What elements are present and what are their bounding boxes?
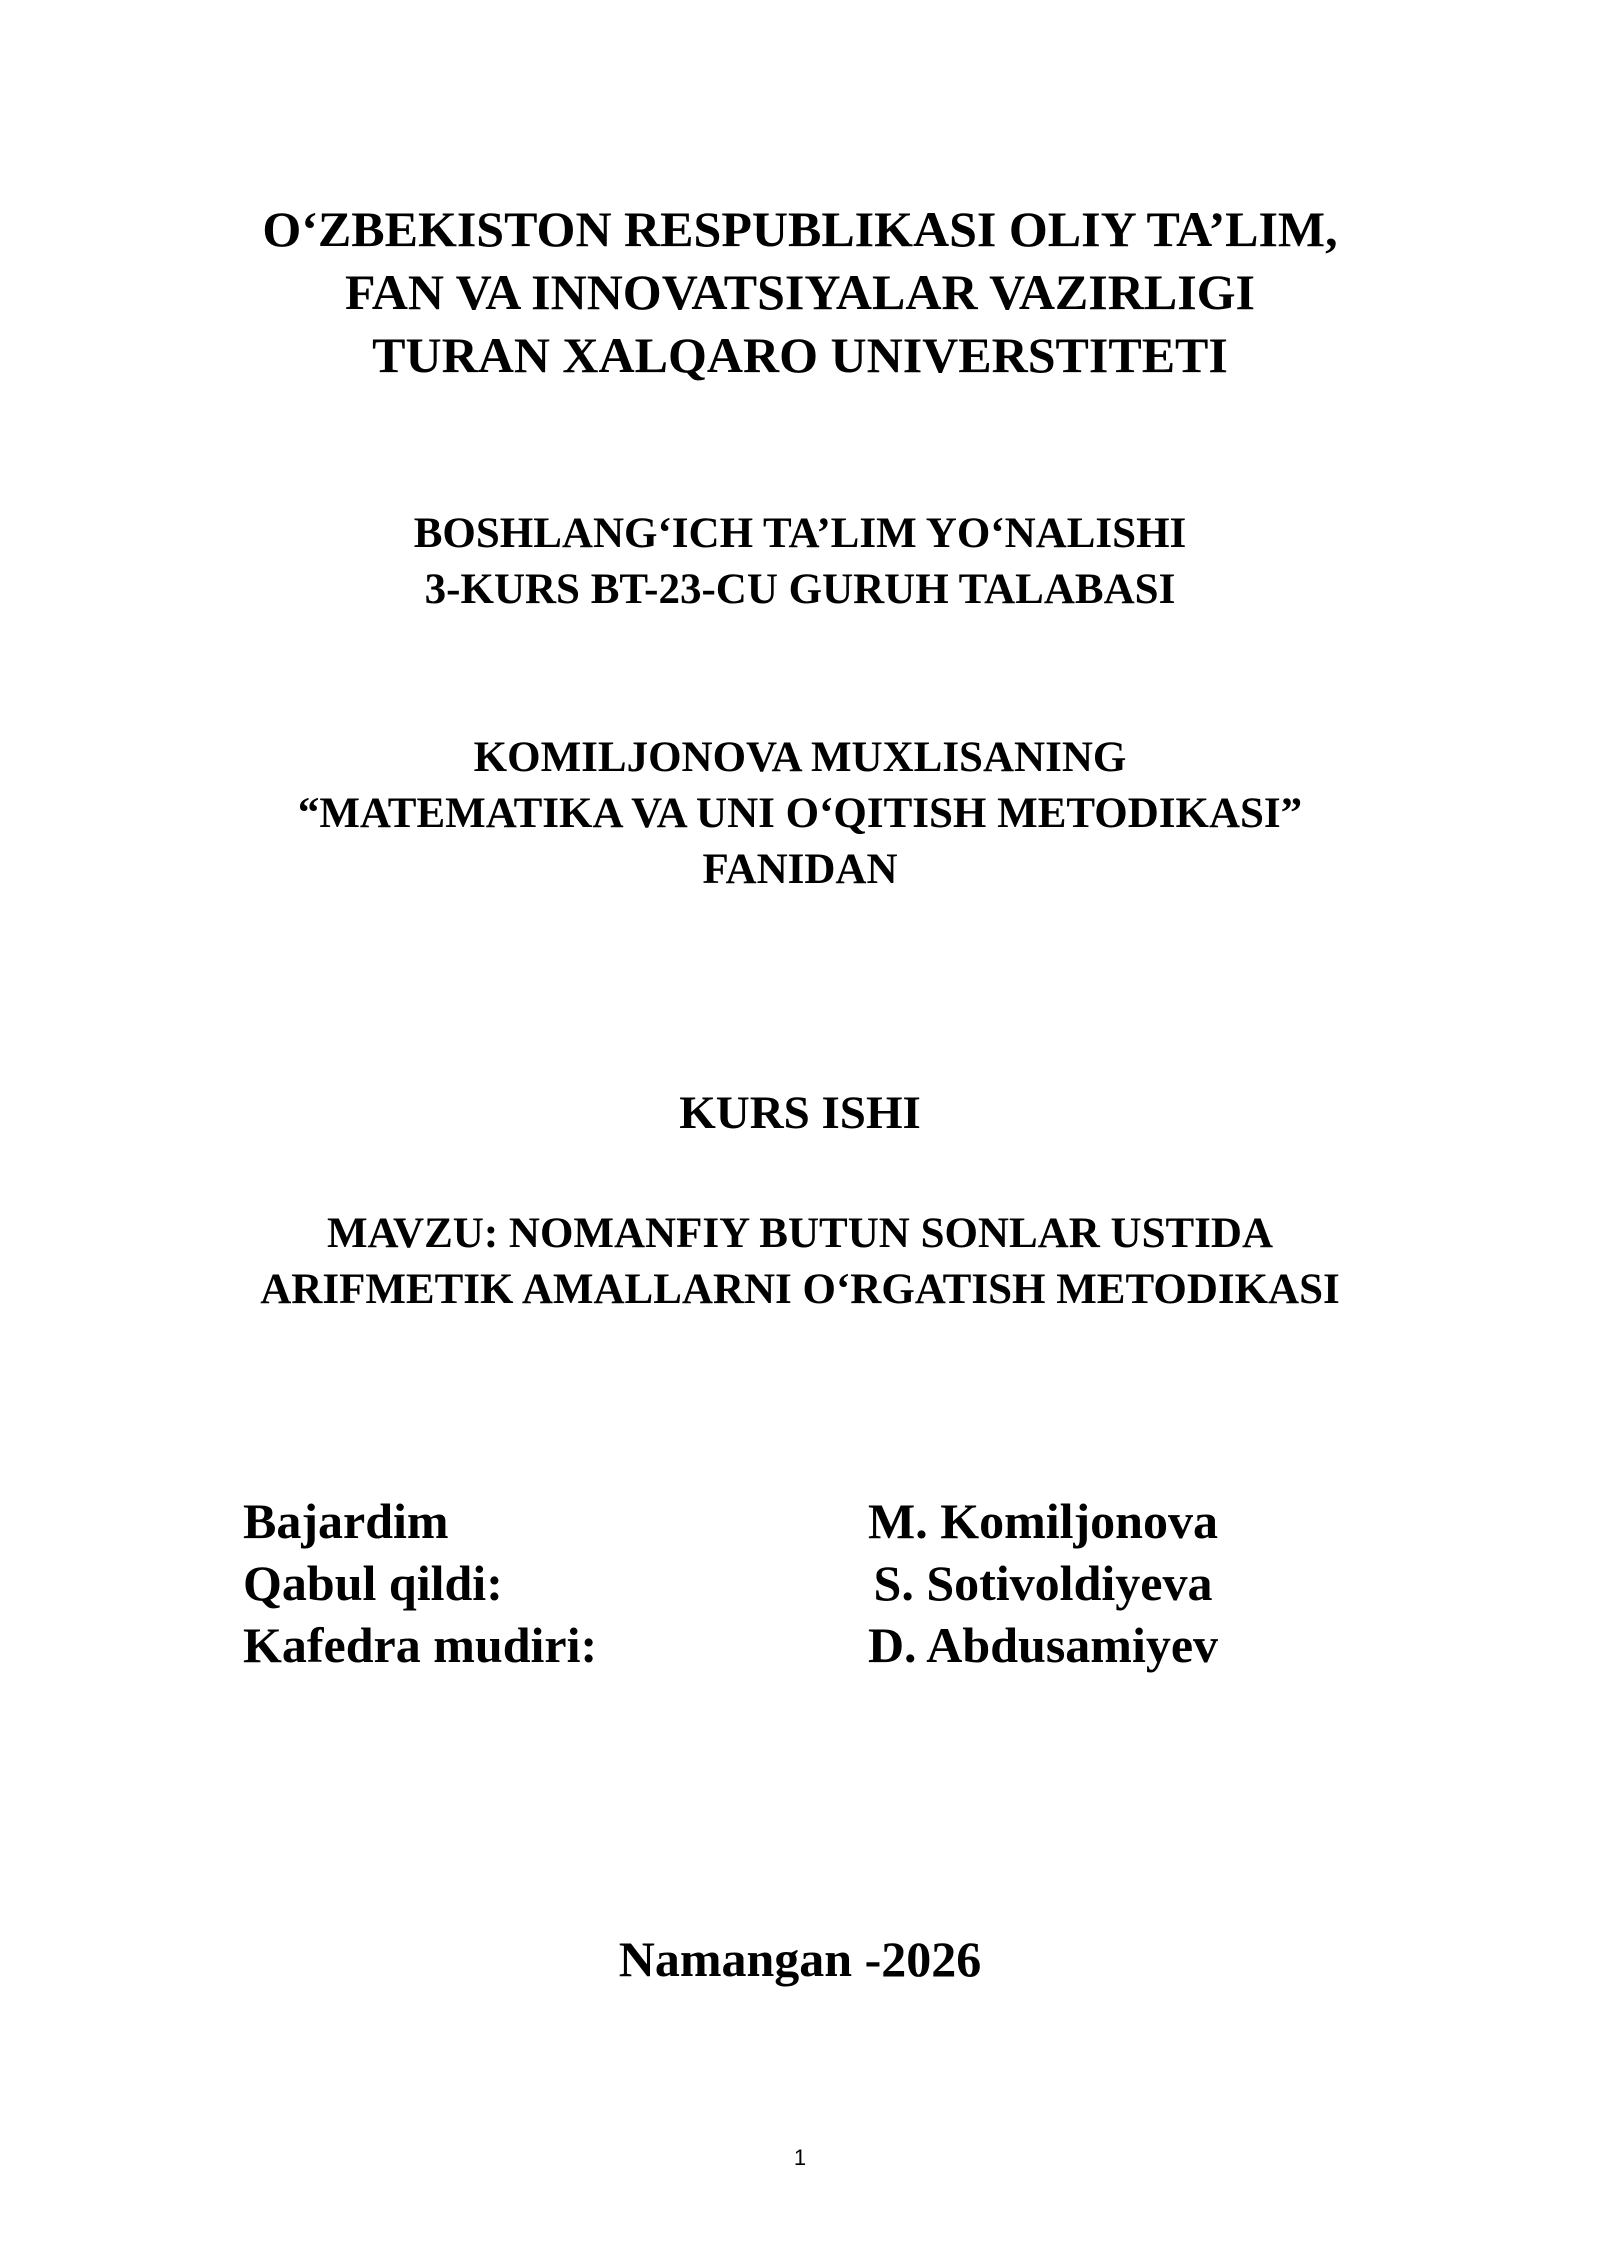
signature-name: S. Sotivoldiyeva	[873, 1555, 1213, 1611]
student-subject-block	[0, 730, 1600, 898]
signature-role: Bajardim	[243, 1493, 449, 1549]
direction-block	[0, 506, 1600, 618]
document-kind: KURS ISHI	[679, 1087, 921, 1139]
university-name: TURAN XALQARO UNIVERSTITETI	[372, 327, 1228, 383]
signatures-block	[243, 1490, 1343, 1676]
subject-name: “MATEMATIKA VA UNI O‘QITISH METODIKASI”	[297, 790, 1303, 837]
signature-name: M. Komiljonova	[868, 1493, 1218, 1549]
signature-name: D. Abdusamiyev	[867, 1617, 1219, 1673]
direction-line-1: BOSHLANG‘ICH TA’LIM YO‘NALISHI	[413, 510, 1187, 557]
signature-row	[243, 1614, 1343, 1676]
ministry-line-2: FAN VA INNOVATSIYALAR VAZIRLIGI	[344, 264, 1256, 320]
ministry-line-1: O‘ZBEKISTON RESPUBLIKASI OLIY TA’LIM,	[262, 201, 1338, 257]
topic-line-2: ARIFMETIK AMALLARNI O‘RGATISH METODIKASI	[260, 1266, 1340, 1313]
ministry-header	[0, 198, 1600, 387]
topic-line-1: MAVZU: NOMANFIY BUTUN SONLAR USTIDA	[326, 1210, 1274, 1257]
place-year: Namangan -2026	[618, 1931, 982, 1987]
signature-role: Qabul qildi:	[243, 1555, 503, 1611]
subject-suffix: FANIDAN	[702, 846, 898, 893]
student-name: KOMILJONOVA MUXLISANING	[473, 734, 1127, 781]
topic-block	[0, 1206, 1600, 1318]
page-number: 1	[793, 2145, 807, 2170]
signature-row	[243, 1552, 1343, 1614]
signature-row	[243, 1490, 1343, 1552]
direction-line-2: 3-KURS BT-23-CU GURUH TALABASI	[424, 566, 1176, 613]
signature-role: Kafedra mudiri:	[243, 1617, 598, 1673]
